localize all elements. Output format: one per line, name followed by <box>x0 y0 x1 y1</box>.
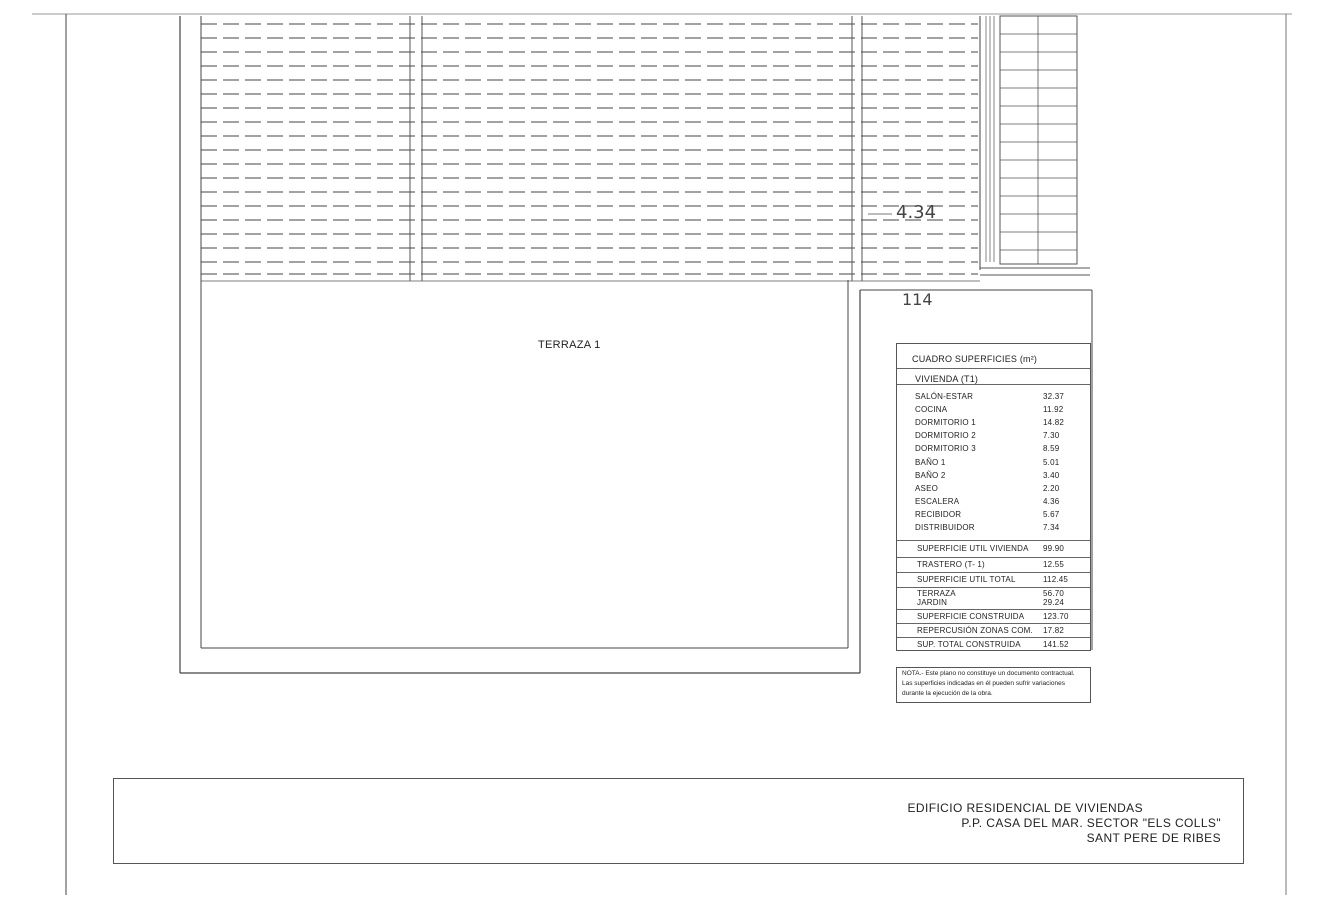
note-line: durante la ejecución de la obra. <box>902 690 993 697</box>
title-line-sector: P.P. CASA DEL MAR. SECTOR "ELS COLLS" <box>961 816 1221 830</box>
table-subtitle: VIVIENDA (T1) <box>915 374 979 384</box>
handwritten-dimension: 4.34 <box>896 202 937 223</box>
table-row: BAÑO 2 3.40 <box>915 471 1060 480</box>
table-row: ASEO 2.20 <box>915 484 1060 493</box>
table-row: RECIBIDOR 5.67 <box>915 510 1060 519</box>
table-row: BAÑO 1 5.01 <box>915 458 1060 467</box>
title-line-building: EDIFICIO RESIDENCIAL DE VIVIENDAS <box>907 801 1143 815</box>
table-title: CUADRO SUPERFICIES (m²) <box>912 354 1038 364</box>
table-row: DORMITORIO 3 8.59 <box>915 444 1060 453</box>
surface-table <box>896 343 1091 651</box>
table-row: DISTRIBUIDOR 7.34 <box>915 523 1060 532</box>
title-block <box>113 778 1244 864</box>
summary-row: JARDIN 29.24 <box>917 598 1065 607</box>
table-row: DORMITORIO 2 7.30 <box>915 431 1060 440</box>
room-label-terraza: TERRAZA 1 <box>538 339 601 351</box>
table-row: SALÓN-ESTAR 32.37 <box>915 392 1065 401</box>
summary-row: TERRAZA 56.70 <box>917 589 1065 598</box>
summary-row-total: SUP. TOTAL CONSTRUIDA 141.52 <box>917 640 1069 649</box>
note-line: NOTA.- Este plano no constituye un documento contractual. <box>902 670 1075 677</box>
summary-row: SUPERFICIE UTIL TOTAL 112.45 <box>917 575 1069 584</box>
table-row: DORMITORIO 1 14.82 <box>915 418 1065 427</box>
summary-row: SUPERFICIE UTIL VIVIENDA 99.90 <box>917 544 1065 553</box>
summary-row: SUPERFICIE CONSTRUIDA 123.70 <box>917 612 1069 621</box>
summary-row: REPERCUSIÓN ZONAS COM. 17.82 <box>917 626 1065 635</box>
table-row: ESCALERA 4.36 <box>915 497 1060 506</box>
note-line: Las superficies indicadas en él pueden sufrir variaciones <box>902 680 1065 687</box>
handwritten-mark: 114 <box>902 290 933 309</box>
table-row: COCINA 11.92 <box>915 405 1064 414</box>
title-line-location: SANT PERE DE RIBES <box>1086 831 1221 845</box>
summary-row: TRASTERO (T- 1) 12.55 <box>917 560 1065 569</box>
note-box <box>896 667 1091 703</box>
